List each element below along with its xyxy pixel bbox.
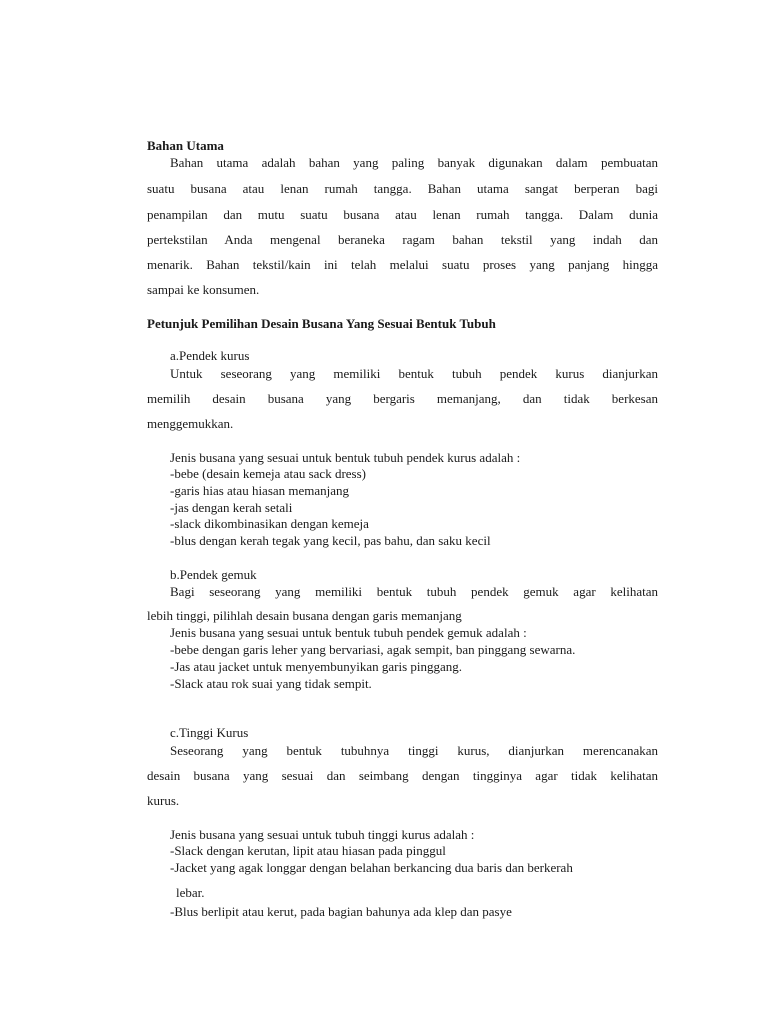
list-item-continuation: lebar. — [176, 885, 205, 900]
list-item: -bebe (desain kemeja atau sack dress) — [170, 466, 366, 481]
paragraph-line: menarik. Bahan tekstil/kain ini telah melalui suatu proses yang panjang hingga — [147, 257, 658, 272]
paragraph-line: sampai ke konsumen. — [147, 282, 260, 297]
list-item: -bebe dengan garis leher yang bervariasi, agak sempit, ban pinggang sewarna. — [170, 642, 576, 657]
paragraph-line: Untuk seseorang yang memiliki bentuk tubuh pendek kurus dianjurkan — [170, 366, 658, 381]
subheading-tinggi-kurus: c.Tinggi Kurus — [170, 725, 249, 740]
paragraph-line: memilih desain busana yang bergaris memanjang, dan tidak berkesan — [147, 391, 658, 406]
paragraph-line: kurus. — [147, 793, 180, 808]
paragraph-line: Bahan utama adalah bahan yang paling banyak digunakan dalam pembuatan — [170, 155, 658, 170]
subheading-pendek-kurus: a.Pendek kurus — [170, 348, 250, 363]
paragraph-line: desain busana yang sesuai dan seimbang dengan tingginya agar tidak kelihatan — [147, 768, 658, 783]
subheading-pendek-gemuk: b.Pendek gemuk — [170, 567, 257, 582]
list-item: -Slack atau rok suai yang tidak sempit. — [170, 676, 372, 691]
list-item: -jas dengan kerah setali — [170, 500, 293, 515]
list-item: -slack dikombinasikan dengan kemeja — [170, 516, 369, 531]
heading-bahan-utama: Bahan Utama — [147, 138, 224, 153]
paragraph-line: suatu busana atau lenan rumah tangga. Bahan utama sangat berperan bagi — [147, 181, 658, 196]
list-intro: Jenis busana yang sesuai untuk bentuk tubuh pendek kurus adalah : — [170, 450, 521, 465]
list-item: -Blus berlipit atau kerut, pada bagian bahunya ada klep dan pasye — [170, 904, 512, 919]
paragraph-line: penampilan dan mutu suatu busana atau lenan rumah tangga. Dalam dunia — [147, 207, 658, 222]
paragraph-line: Bagi seseorang yang memiliki bentuk tubuh pendek gemuk agar kelihatan — [170, 584, 658, 599]
heading-petunjuk: Petunjuk Pemilihan Desain Busana Yang Sesuai Bentuk Tubuh — [147, 316, 496, 331]
list-intro: Jenis busana yang sesuai untuk tubuh tinggi kurus adalah : — [170, 827, 475, 842]
paragraph-line: menggemukkan. — [147, 416, 234, 431]
list-item: -Jacket yang agak longgar dengan belahan berkancing dua baris dan berkerah — [170, 860, 573, 875]
list-item: -Slack dengan kerutan, lipit atau hiasan pada pinggul — [170, 843, 446, 858]
list-item: -Jas atau jacket untuk menyembunyikan garis pinggang. — [170, 659, 463, 674]
paragraph-line: pertekstilan Anda mengenal beraneka ragam bahan tekstil yang indah dan — [147, 232, 658, 247]
list-intro: Jenis busana yang sesuai untuk bentuk tubuh pendek gemuk adalah : — [170, 625, 527, 640]
paragraph-line: Seseorang yang bentuk tubuhnya tinggi kurus, dianjurkan merencanakan — [170, 743, 658, 758]
paragraph-line: lebih tinggi, pilihlah desain busana dengan garis memanjang — [147, 608, 462, 623]
list-item: -garis hias atau hiasan memanjang — [170, 483, 350, 498]
list-item: -blus dengan kerah tegak yang kecil, pas bahu, dan saku kecil — [170, 533, 491, 548]
